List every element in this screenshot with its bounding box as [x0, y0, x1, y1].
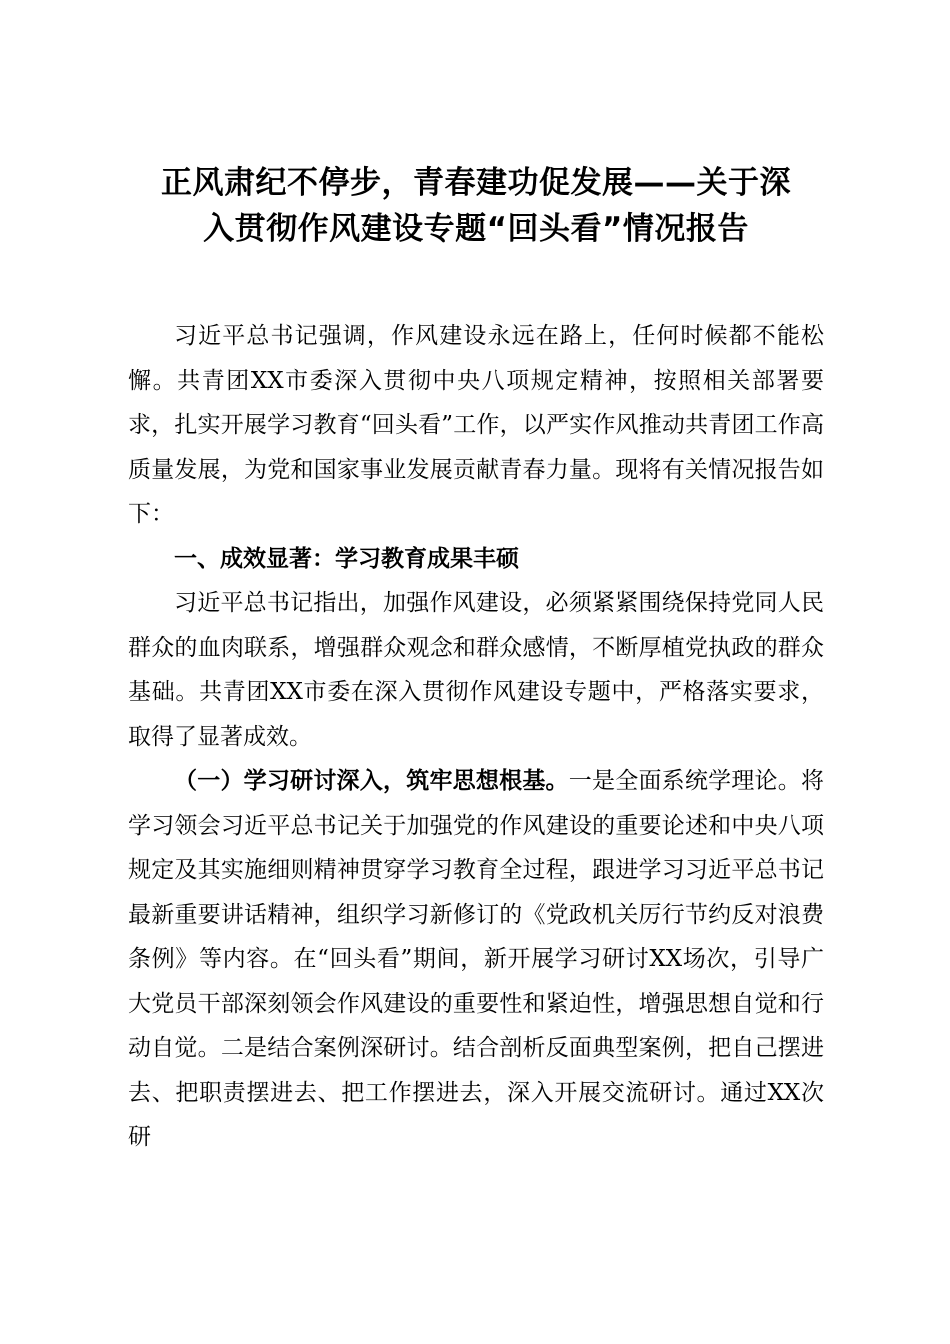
subsection-1-text: 一是全面系统学理论。将学习领会习近平总书记关于加强党的作风建设的重要论述和中央八项规定及其实施细则精神贯穿学习教育全过程，跟进学习习近平总书记最新重要讲话精神，组织学习新修订的《党政机关厉行节约反对浪费条例》等内容。在“回头看”期间，新开展学习研讨XX场次，引导广大党员干部深刻领会作风建设的重要性和紧迫性，增强思想自觉和行动自觉。二是结合案例深研讨。结合剖析反面典型案例，把自己摆进去、把职责摆进去、把工作摆进去，深入开展交流研讨。通过XX次研	[128, 768, 825, 1150]
section-1-heading: 一、成效显著：学习教育成果丰硕	[174, 545, 519, 572]
title-line-1: 正风肃纪不停步，青春建功促发展——关于深	[161, 165, 791, 201]
document-title	[128, 160, 824, 252]
subsection-1-paragraph	[128, 759, 824, 1160]
document-page	[128, 160, 824, 1160]
document-body	[128, 314, 824, 1160]
subsection-1-heading: （一）学习研讨深入，筑牢思想根基。	[174, 768, 569, 794]
title-line-2: 入贯彻作风建设专题“回头看”情况报告	[203, 211, 749, 247]
section-1-paragraph: 习近平总书记指出，加强作风建设，必须紧紧围绕保持党同人民群众的血肉联系，增强群众观念和群众感情，不断厚植党执政的群众基础。共青团XX市委在深入贯彻作风建设专题中，严格落实要求，取得了显著成效。	[128, 590, 824, 750]
intro-paragraph: 习近平总书记强调，作风建设永远在路上，任何时候都不能松懈。共青团XX市委深入贯彻中央八项规定精神，按照相关部署要求，扎实开展学习教育“回头看”工作，以严实作风推动共青团工作高质量发展，为党和国家事业发展贡献青春力量。现将有关情况报告如下：	[128, 323, 824, 527]
